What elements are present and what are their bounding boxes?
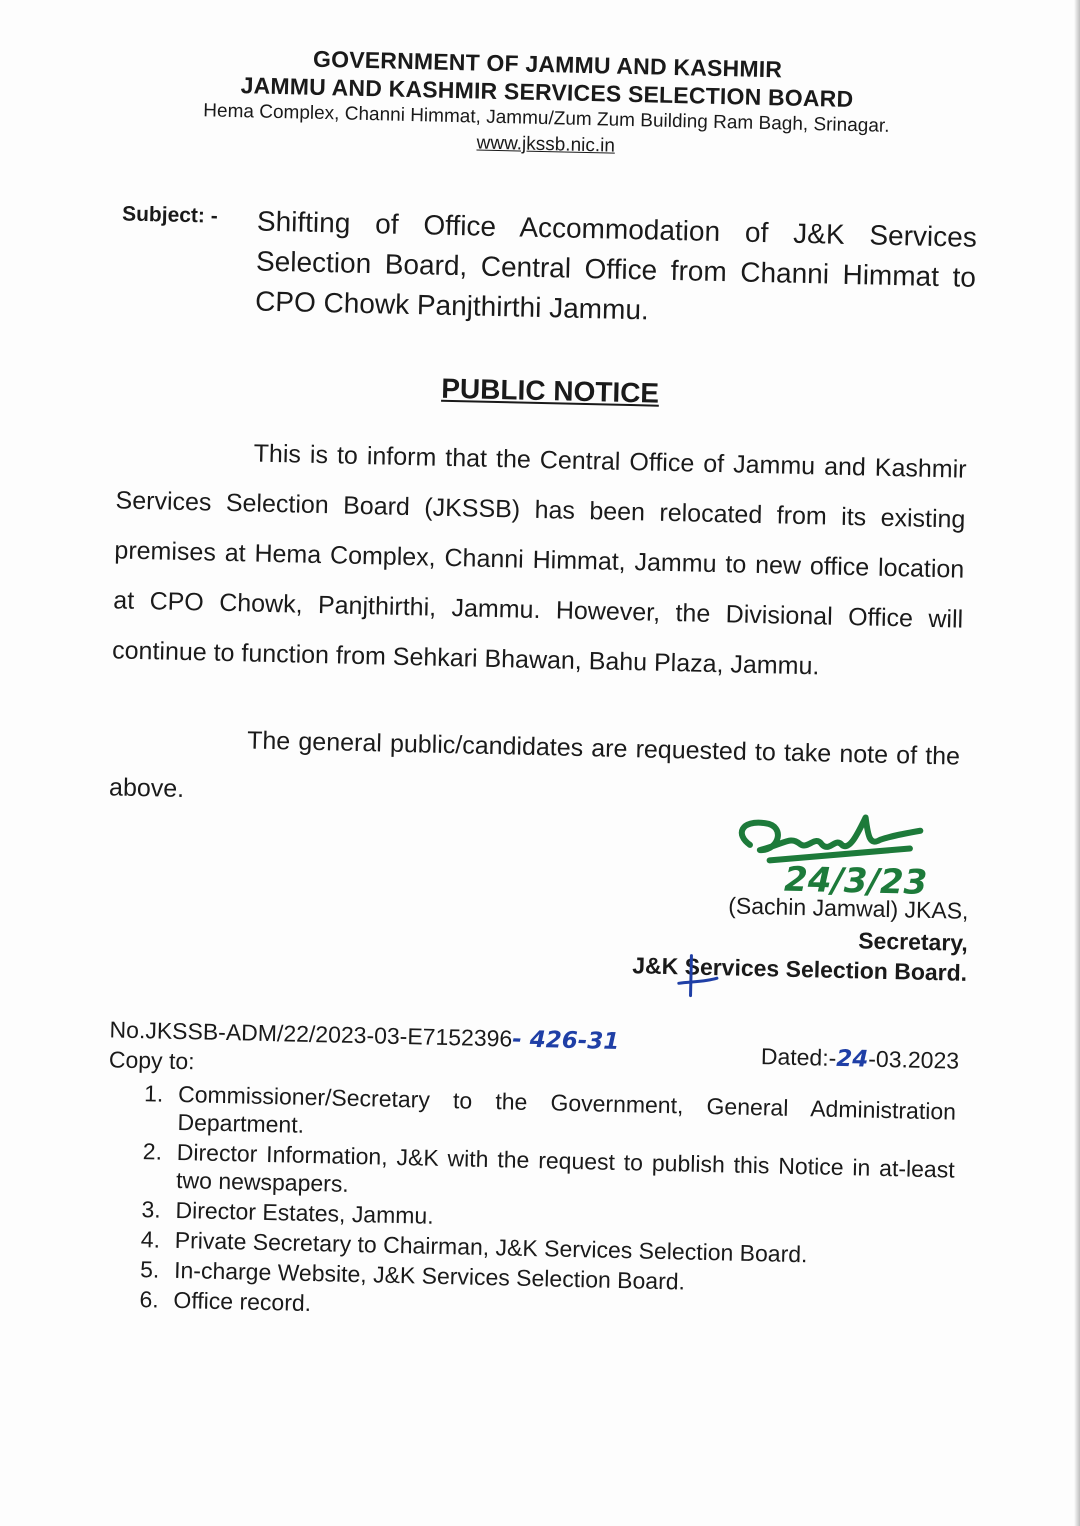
copy-to-label: Copy to: bbox=[108, 1046, 195, 1075]
list-item-text: Director Information, J&K with the request to publish this Notice in at-least two newspapers. bbox=[175, 1138, 955, 1197]
signatory-name: (Sachin Jamwal) JKAS, bbox=[727, 892, 969, 924]
list-item-text: In-charge Website, J&K Services Selection Board. bbox=[173, 1256, 686, 1295]
dated-day-handwritten: 24 bbox=[836, 1045, 869, 1073]
copy-to-list bbox=[139, 1079, 956, 1333]
list-item-text: Commissioner/Secretary to the Government, General Administration Department. bbox=[177, 1080, 957, 1138]
subject-text: Shifting of Office Accommodation of J&K Services Selection Board, Central Office from Channi Himmat to CPO Chowk Panjthirthi Jammu. bbox=[254, 205, 978, 326]
dated-rest: -03.2023 bbox=[868, 1045, 960, 1074]
signatory-designation: Secretary, bbox=[857, 927, 969, 956]
signature-date: 24/3/23 bbox=[783, 859, 928, 903]
letterhead bbox=[6, 38, 1080, 170]
letterhead-address: Hema Complex, Channi Himmat, Jammu/Zum Zum Building Ram Bagh, Srinagar. bbox=[203, 100, 890, 137]
reference-number-text: No.JKSSB-ADM/22/2023-03-E7152396 bbox=[109, 1016, 513, 1052]
reference-block bbox=[108, 1016, 960, 1075]
notice-paragraph-1: This is to inform that the Central Office of Jammu and Kashmir Services Selection Board (JKSSB) has been relocated from its existing premises at Hema Complex, Channi Himmat, Jammu to new office location at CPO Chowk, Panjthirthi, Jammu. However, the Divisional Office will continue to function from Sehkari Bhawan, Bahu Plaza, Jammu. bbox=[111, 439, 967, 681]
list-item-text: Office record. bbox=[173, 1286, 312, 1317]
document-content bbox=[9, 0, 1080, 1317]
letterhead-board: JAMMU AND KASHMIR SERVICES SELECTION BOARD bbox=[240, 72, 854, 113]
initial-mark-icon bbox=[676, 951, 721, 1002]
list-item-number: 4. bbox=[140, 1226, 161, 1253]
reference-handwritten-suffix: - 426-31 bbox=[511, 1026, 620, 1055]
list-item-text: Director Estates, Jammu. bbox=[175, 1196, 434, 1229]
list-item-number: 1. bbox=[143, 1080, 164, 1107]
page-edge-shadow bbox=[1074, 0, 1080, 1526]
dated-prefix: Dated:- bbox=[760, 1043, 837, 1071]
notice-title: PUBLIC NOTICE bbox=[440, 372, 660, 409]
list-item-number: 3. bbox=[141, 1196, 162, 1223]
list-item-text: Private Secretary to Chairman, J&K Services Selection Board. bbox=[174, 1226, 808, 1268]
date-line bbox=[761, 1043, 960, 1074]
subject-block bbox=[121, 198, 982, 326]
list-item-number: 5. bbox=[139, 1256, 160, 1283]
letterhead-website[interactable]: www.jkssb.nic.in bbox=[476, 132, 616, 157]
notice-paragraph-2: The general public/candidates are requested to take note of the above. bbox=[108, 726, 961, 804]
letterhead-government: GOVERNMENT OF JAMMU AND KASHMIR bbox=[312, 45, 783, 83]
subject-label: Subject: - bbox=[121, 202, 219, 228]
signatory-board: J&K Services Selection Board. bbox=[631, 952, 968, 986]
handwritten-signature bbox=[729, 804, 931, 904]
list-item-number: 2. bbox=[142, 1138, 163, 1165]
list-item-number: 6. bbox=[139, 1286, 159, 1313]
